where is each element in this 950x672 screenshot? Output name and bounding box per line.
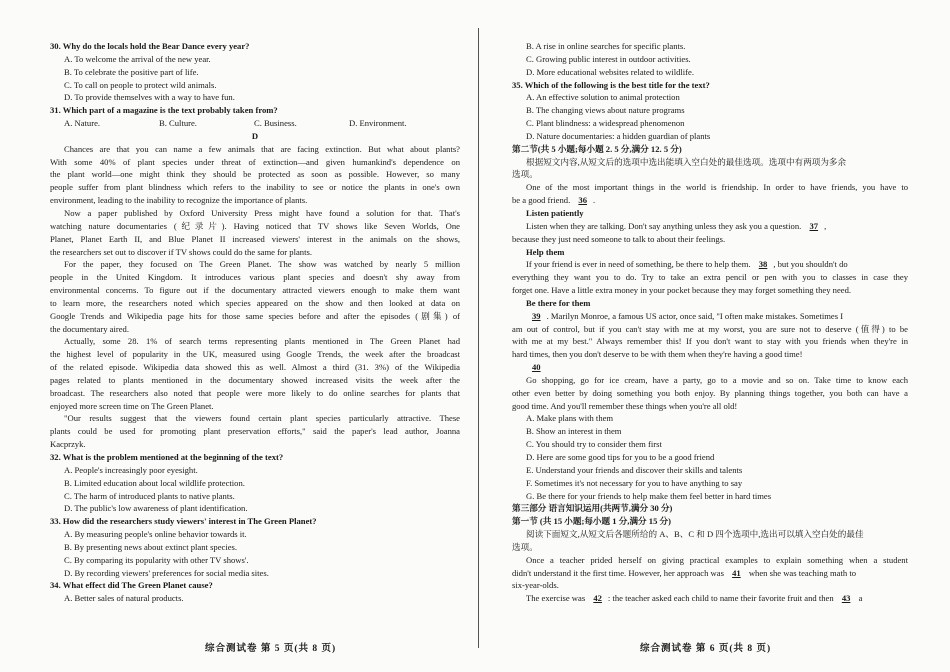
column-divider bbox=[478, 28, 479, 648]
q33-stem: 33. How did the researchers study viewers' interest in The Green Planet? bbox=[50, 516, 317, 527]
q31-options bbox=[50, 117, 460, 130]
q31-option-c: C. Business. bbox=[254, 118, 297, 129]
section-d-heading: D bbox=[251, 130, 259, 141]
passage-line: to learn more, the researchers noted which species appeared on the show and then looked at data on bbox=[50, 297, 460, 308]
cloze-line: everything they want you to do. Try to take an extra pencil or pen with you to classes in case they bbox=[512, 272, 908, 283]
footer-page-5: 综合测试卷 第 5 页(共 8 页) bbox=[205, 644, 337, 654]
passage-line: the highest level of popularity in the UK, measured using Google Trends, the week after the broadcast bbox=[50, 349, 460, 360]
cloze-line: be a good friend. 36 . bbox=[512, 195, 596, 206]
q30-option-b: B. To celebrate the positive part of life. bbox=[64, 66, 199, 77]
blank-39: 39 bbox=[532, 310, 541, 321]
passage-line: enjoyed more screen time on The Green Planet. bbox=[50, 400, 214, 411]
q32-option-a: A. People's increasingly poor eyesight. bbox=[64, 464, 198, 475]
passage-line: the plant world—one might think they should be protected as soon as possible. However, so many bbox=[50, 169, 460, 180]
q30-option-d: D. To provide themselves with a way to have fun. bbox=[64, 92, 235, 103]
q34-option-d: D. More educational websites related to wildlife. bbox=[526, 66, 695, 77]
part3-heading: 第三部分 语言知识运用(共两节,满分 30 分) bbox=[512, 503, 673, 514]
cloze-line: hard times, then you don't deserve to be with them when they're having a good time! bbox=[512, 349, 803, 360]
q31-option-d: D. Environment. bbox=[349, 118, 407, 129]
passage-line: the documentary aired. bbox=[50, 323, 129, 334]
passage-line: pages related to plants mentioned in the documentary showed increased visits the week after the bbox=[50, 374, 460, 385]
q34-option-c: C. Growing public interest in outdoor activities. bbox=[526, 53, 691, 64]
cloze-line bbox=[512, 361, 908, 374]
q35-option-b: B. The changing views about nature programs bbox=[526, 105, 685, 116]
passage-line: "Our results suggest that the viewers found certain plant species particularly attractive. These bbox=[64, 413, 460, 424]
subheading-listen: Listen patiently bbox=[526, 207, 584, 218]
footer-page-6: 综合测试卷 第 6 页(共 8 页) bbox=[640, 644, 772, 654]
option-b: B. Show an interest in them bbox=[526, 426, 622, 437]
q35-option-c: C. Plant blindness: a widespread phenomenon bbox=[526, 118, 685, 129]
cloze-line: because they just need someone to talk to about their feelings. bbox=[512, 233, 726, 244]
blank-36: 36 bbox=[578, 195, 587, 206]
blank-38: 38 bbox=[758, 259, 768, 270]
blank-37: 37 bbox=[809, 220, 819, 231]
blank-41: 41 bbox=[732, 567, 741, 578]
q35-option-d: D. Nature documentaries: a hidden guardian of plants bbox=[526, 130, 711, 141]
cloze-line: forget one. Have a little extra money in your pocket because they may forget something they need. bbox=[512, 285, 852, 296]
subheading-there: Be there for them bbox=[526, 297, 591, 308]
passage-line: plants could be used for promoting plant preservation efforts," said the paper's lead author, Joanna bbox=[50, 426, 460, 437]
q34-option-a: A. Better sales of natural products. bbox=[64, 593, 184, 604]
cloze2-line: The exercise was 42 : the teacher asked each child to name their favorite fruit and then 43 a bbox=[526, 593, 863, 604]
section1-heading: 第一节 (共 15 小题;每小题 1 分,满分 15 分) bbox=[512, 516, 671, 527]
q35-stem: 35. Which of the following is the best title for the text? bbox=[512, 79, 710, 90]
q32-option-d: D. The public's low awareness of plant identification. bbox=[64, 503, 248, 514]
section2-instruction: 根据短文内容,从短文后的选项中选出能填入空白处的最佳选项。选项中有两项为多余 bbox=[526, 156, 847, 167]
q32-option-c: C. The harm of introduced plants to native plants. bbox=[64, 490, 235, 501]
q30-stem: 30. Why do the locals hold the Bear Dance every year? bbox=[50, 41, 250, 51]
option-f: F. Sometimes it's not necessary for you to have anything to say bbox=[526, 477, 743, 488]
q33-option-a: A. By measuring people's online behavior towards it. bbox=[64, 529, 247, 540]
cloze-line: Go shopping, go for ice cream, have a party, go to a movie and so on. Take time to know each bbox=[526, 374, 908, 385]
passage-line: watching nature documentaries (纪录片). Having noticed that TV shows like Seven Worlds, One bbox=[50, 220, 460, 231]
option-d: D. Here are some good tips for you to be a good friend bbox=[526, 452, 715, 462]
cloze-line: good time. And you'll remember these things when you're all old! bbox=[512, 400, 738, 411]
right-column bbox=[512, 40, 908, 605]
cloze-line: am out of control, but if you can't stay with me at my worst, you are sure not to deserve (值得) to be bbox=[512, 323, 908, 334]
passage-line: For the paper, they focused on The Green Planet. The show was watched by nearly 5 million bbox=[64, 259, 460, 270]
section2-instruction-cont: 选项。 bbox=[512, 169, 538, 180]
cloze2-line: didn't understand it the first time. However, her approach was 41 when she was teaching math to bbox=[512, 567, 856, 578]
section2-heading: 第二节(共 5 小题;每小题 2. 5 分,满分 12. 5 分) bbox=[512, 143, 682, 154]
passage-line: the researchers set out to discover if TV shows could do the same for plants. bbox=[50, 246, 312, 257]
passage-line: people suffer from plant blindness which refers to the inability to see or notice the plants in one's own bbox=[50, 182, 460, 193]
q33-option-d: D. By recording viewers' preferences for social media sites. bbox=[64, 567, 269, 578]
cloze2-line: six-year-olds. bbox=[512, 580, 559, 591]
q31-option-a: A. Nature. bbox=[64, 118, 101, 129]
passage-line: Now a paper published by Oxford University Press might have found a solution for that. That's bbox=[64, 207, 460, 218]
passage-line: Google Trends and Wikipedia page hits for those same species before and after the episodes (剧集) of bbox=[50, 310, 460, 321]
q34-stem: 34. What effect did The Green Planet cause? bbox=[50, 580, 213, 591]
q33-option-b: B. By presenting news about extinct plant species. bbox=[64, 541, 238, 552]
q34-option-b: B. A rise in online searches for specific plants. bbox=[526, 41, 686, 51]
cloze-line: 39 . Marilyn Monroe, a famous US actor, once said, "I often make mistakes. Sometimes I bbox=[512, 310, 908, 323]
passage-line: Planet, Planet Earth II, and Blue Planet II increased viewers' interest in the animals on the shows, bbox=[50, 233, 460, 244]
q35-option-a: A. An effective solution to animal protection bbox=[526, 92, 680, 103]
passage-line: With some 40% of plant species under threat of extinction—and given humankind's dependence on bbox=[50, 156, 460, 167]
cloze2-line: Once a teacher prided herself on giving practical examples to explain something when a student bbox=[526, 554, 908, 565]
blank-40: 40 bbox=[532, 362, 541, 373]
passage-line: Kacprzyk. bbox=[50, 439, 86, 450]
cloze-line: If your friend is ever in need of something, be there to help them. 38 , but you shouldn't do bbox=[526, 259, 848, 270]
passage-line: broadcast. The researchers also noted that people were more likely to do online searches for plants that bbox=[50, 387, 460, 398]
cloze-line: other even better by doing something you both enjoy. By planning things together, you both can have a bbox=[512, 387, 908, 398]
passage-line: of the related episode. Wikipedia data showed this as well. Almost a third (31. 3%) of the Wikipedia bbox=[50, 362, 460, 373]
q31-stem: 31. Which part of a magazine is the text probably taken from? bbox=[50, 105, 278, 116]
q30-option-c: C. To call on people to protect wild animals. bbox=[64, 79, 217, 90]
blank-43: 43 bbox=[841, 593, 851, 604]
cloze-line: Listen when they are talking. Don't say anything unless they ask you a question. 37 , bbox=[526, 220, 827, 231]
q32-stem: 32. What is the problem mentioned at the beginning of the text? bbox=[50, 452, 284, 462]
passage-line: Actually, some 28. 1% of search terms representing plants mentioned in The Green Planet had bbox=[64, 336, 460, 347]
left-column bbox=[50, 40, 460, 605]
subheading-help: Help them bbox=[526, 246, 565, 257]
passage-line: people in the United Kingdom. It introduces various plant species and doesn't shy away from bbox=[50, 272, 460, 283]
option-e: E. Understand your friends and discover their skills and talents bbox=[526, 464, 743, 475]
option-c: C. You should try to consider them first bbox=[526, 439, 662, 450]
passage-line: Chances are that you can name a few animals that are facing extinction. But what about plants? bbox=[64, 143, 460, 154]
q31-option-b: B. Culture. bbox=[159, 118, 197, 129]
blank-42: 42 bbox=[593, 593, 602, 604]
q30-option-a: A. To welcome the arrival of the new year. bbox=[64, 53, 211, 64]
cloze-line: with me at my best." Always remember this! If you don't want to stay with you friends when they're in bbox=[512, 336, 908, 347]
section1-instruction: 阅读下面短文,从短文后各题所给的 A、B、C 和 D 四个选项中,选出可以填入空白处的最佳 bbox=[526, 529, 864, 540]
cloze-line: One of the most important things in the world is friendship. In order to have friends, you have to bbox=[526, 182, 908, 193]
passage-line: environment, leading to the inability to recognize the importance of plants. bbox=[50, 195, 308, 206]
option-a: A. Make plans with them bbox=[526, 413, 614, 424]
q33-option-c: C. By comparing its popularity with other TV shows'. bbox=[64, 554, 249, 565]
passage-line: environmental concerns. To figure out if the documentary attracted viewers enough to make them want bbox=[50, 285, 460, 296]
q32-option-b: B. Limited education about local wildlife protection. bbox=[64, 477, 245, 488]
option-g: G. Be there for your friends to help make them feel better in hard times bbox=[526, 490, 772, 501]
section1-instruction-cont: 选项。 bbox=[512, 541, 538, 552]
